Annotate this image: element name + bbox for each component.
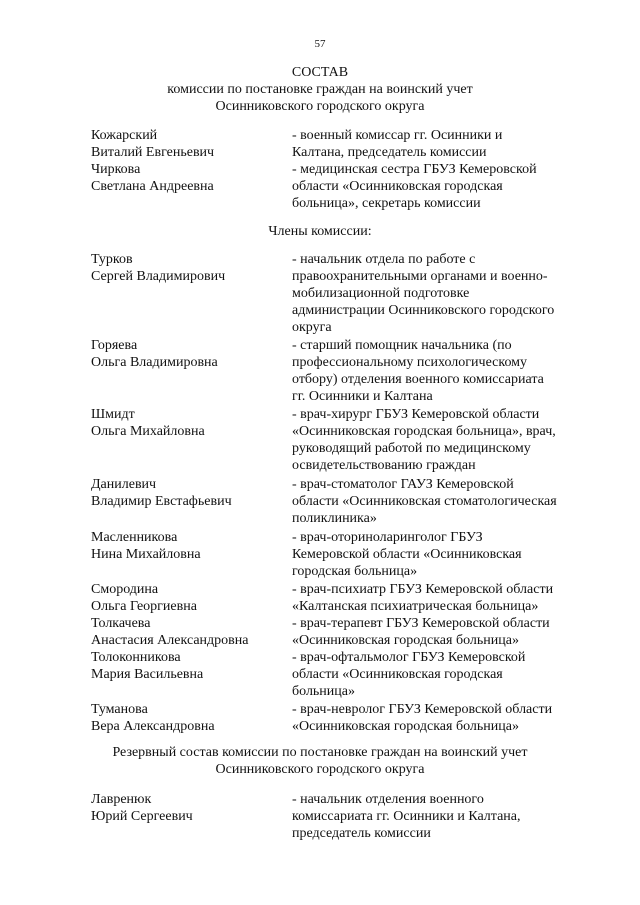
person-position xyxy=(292,529,612,580)
given-names: Светлана Андреевна xyxy=(91,179,214,194)
person-position xyxy=(292,791,612,842)
position-line: - врач-стоматолог ГАУЗ Кемеровской xyxy=(292,477,514,492)
person-position xyxy=(292,161,612,212)
given-names: Ольга Михайловна xyxy=(91,424,205,439)
surname: Турков xyxy=(91,252,133,267)
position-line: гг. Осинники и Калтана xyxy=(292,389,433,404)
position-line: округа xyxy=(292,320,332,335)
position-line: области «Осинниковская городская xyxy=(292,667,503,682)
given-names: Вера Александровна xyxy=(91,719,215,734)
person-position xyxy=(292,251,612,336)
reserve-heading-line-1: Резервный состав комиссии по постановке граждан на воинский учет xyxy=(112,745,528,760)
position-line: - врач-психиатр ГБУЗ Кемеровской области xyxy=(292,582,554,597)
given-names: Виталий Евгеньевич xyxy=(91,145,215,160)
position-line: «Осинниковская городская больница», врач, xyxy=(292,424,556,439)
person-name xyxy=(91,476,291,510)
reserve-heading xyxy=(0,744,640,778)
given-names: Мария Васильевна xyxy=(91,667,204,682)
position-line: правоохранительными органами и военно- xyxy=(292,269,548,284)
person-name xyxy=(91,649,291,683)
position-line: председатель комиссии xyxy=(292,826,431,841)
position-line: профессиональному психологическому xyxy=(292,355,528,370)
title-line-2: комиссии по постановке граждан на воинский учет xyxy=(167,82,473,97)
surname: Смородина xyxy=(91,582,159,597)
surname: Чиркова xyxy=(91,162,141,177)
position-line: области «Осинниковская стоматологическая xyxy=(292,494,557,509)
position-line: - военный комиссар гг. Осинники и xyxy=(292,128,503,143)
person-position xyxy=(292,337,612,405)
position-line: мобилизационной подготовке xyxy=(292,286,470,301)
given-names: Анастасия Александровна xyxy=(91,633,249,648)
position-line: отбору) отделения военного комиссариата xyxy=(292,372,544,387)
reserve-heading-line-2: Осинниковского городского округа xyxy=(215,762,425,777)
position-line: больница» xyxy=(292,684,355,699)
position-line: освидетельствованию граждан xyxy=(292,458,476,473)
position-line: - врач-оториноларинголог ГБУЗ xyxy=(292,530,483,545)
surname: Масленникова xyxy=(91,530,178,545)
person-position xyxy=(292,701,612,735)
position-line: администрации Осинниковского городского xyxy=(292,303,555,318)
given-names: Ольга Владимировна xyxy=(91,355,218,370)
position-line: «Калтанская психиатрическая больница» xyxy=(292,599,539,614)
page-number: 57 xyxy=(314,38,326,50)
person-position xyxy=(292,615,612,649)
surname: Данилевич xyxy=(91,477,157,492)
person-name xyxy=(91,581,291,615)
title-line-3: Осинниковского городского округа xyxy=(215,99,425,114)
surname: Горяева xyxy=(91,338,138,353)
person-name xyxy=(91,615,291,649)
position-line: больница», секретарь комиссии xyxy=(292,196,481,211)
position-line: Кемеровской области «Осинниковская xyxy=(292,547,522,562)
position-line: - начальник отдела по работе с xyxy=(292,252,476,267)
position-line: - начальник отделения военного xyxy=(292,792,484,807)
given-names: Юрий Сергеевич xyxy=(91,809,193,824)
person-name xyxy=(91,161,291,195)
position-line: руководящий работой по медицинскому xyxy=(292,441,531,456)
person-name xyxy=(91,337,291,371)
person-position xyxy=(292,476,612,527)
position-line: - врач-хирург ГБУЗ Кемеровской области xyxy=(292,407,540,422)
position-line: Калтана, председатель комиссии xyxy=(292,145,487,160)
given-names: Нина Михайловна xyxy=(91,547,201,562)
title-line-1: СОСТАВ xyxy=(291,65,349,80)
position-line: - медицинская сестра ГБУЗ Кемеровской xyxy=(292,162,537,177)
person-position xyxy=(292,127,612,161)
document-title xyxy=(0,64,640,115)
person-name xyxy=(91,529,291,563)
person-position xyxy=(292,649,612,700)
position-line: «Осинниковская городская больница» xyxy=(292,633,519,648)
surname: Толоконникова xyxy=(91,650,181,665)
position-line: «Осинниковская городская больница» xyxy=(292,719,519,734)
members-heading: Члены комиссии: xyxy=(268,224,372,239)
surname: Туманова xyxy=(91,702,148,717)
person-name xyxy=(91,127,291,161)
given-names: Ольга Георгиевна xyxy=(91,599,197,614)
person-name xyxy=(91,791,291,825)
surname: Лавренюк xyxy=(91,792,152,807)
surname: Кожарский xyxy=(91,128,158,143)
person-name xyxy=(91,251,291,285)
given-names: Сергей Владимирович xyxy=(91,269,226,284)
position-line: городская больница» xyxy=(292,564,418,579)
person-position xyxy=(292,406,612,474)
position-line: области «Осинниковская городская xyxy=(292,179,503,194)
person-name xyxy=(91,406,291,440)
given-names: Владимир Евстафьевич xyxy=(91,494,232,509)
position-line: - врач-невролог ГБУЗ Кемеровской области xyxy=(292,702,553,717)
position-line: комиссариата гг. Осинники и Калтана, xyxy=(292,809,521,824)
position-line: - врач-офтальмолог ГБУЗ Кемеровской xyxy=(292,650,526,665)
position-line: поликлиника» xyxy=(292,511,377,526)
person-name xyxy=(91,701,291,735)
surname: Шмидт xyxy=(91,407,135,422)
position-line: - старший помощник начальника (по xyxy=(292,338,512,353)
position-line: - врач-терапевт ГБУЗ Кемеровской области xyxy=(292,616,550,631)
person-position xyxy=(292,581,612,615)
surname: Толкачева xyxy=(91,616,151,631)
